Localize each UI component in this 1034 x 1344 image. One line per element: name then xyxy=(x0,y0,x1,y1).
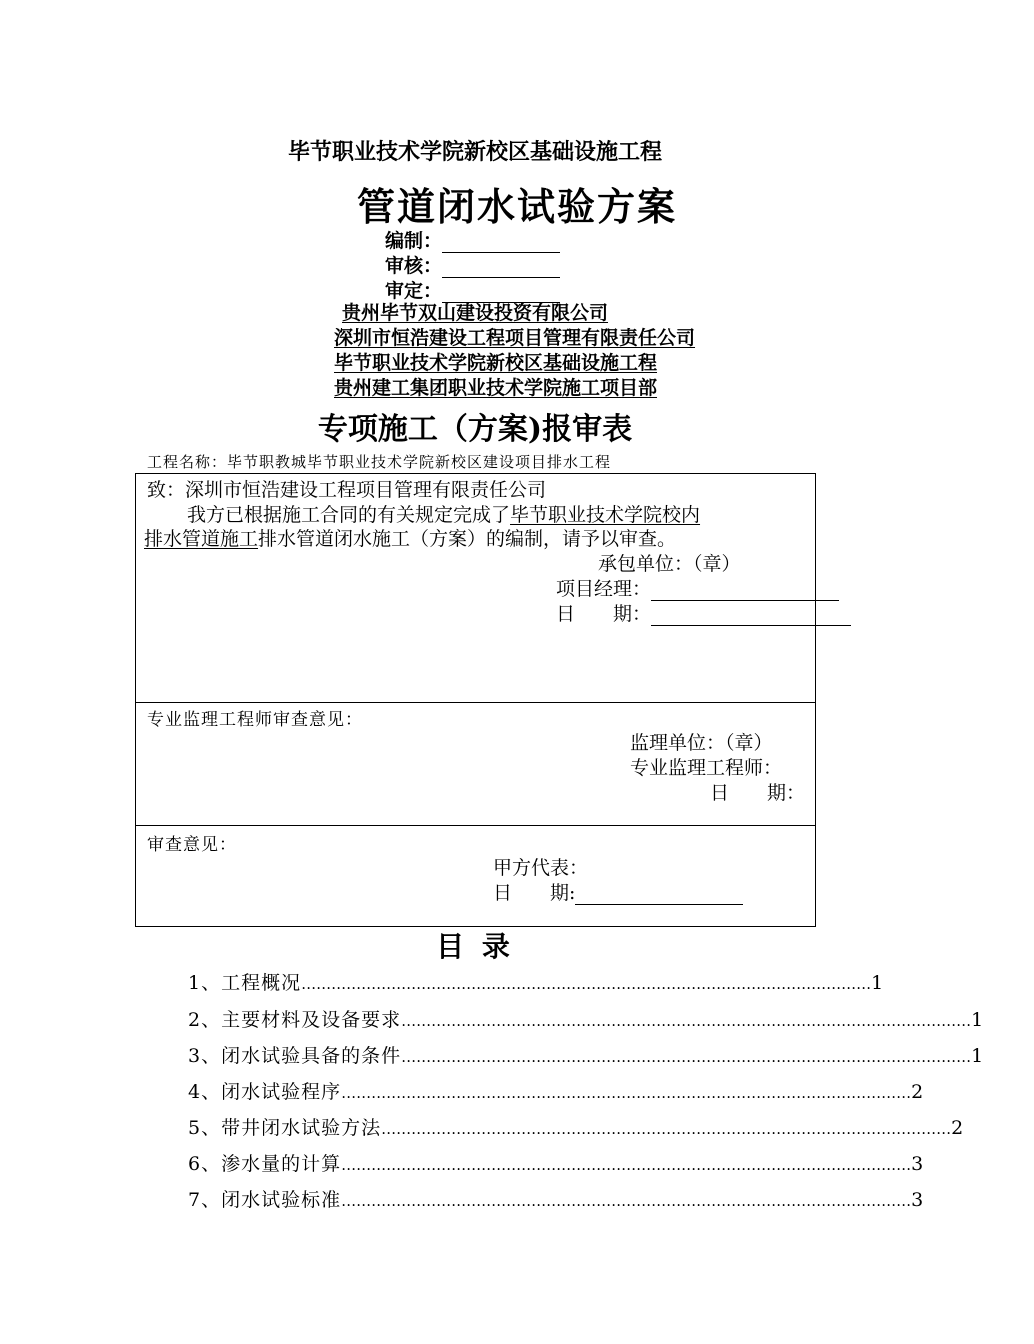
submission-body-line1: 我方已根据施工合同的有关规定完成了毕节职业技术学院校内 xyxy=(187,504,701,526)
supervisor-heading: 专业监理工程师审查意见： xyxy=(147,710,363,730)
main-title: 管道闭水试验方案 xyxy=(356,184,677,229)
form-title: 专项施工（方案)报审表 xyxy=(317,412,633,447)
project-line: 毕节职业技术学院新校区基础设施工程 xyxy=(287,139,662,165)
toc-item[interactable]: 4、 闭水试验程序 …………………………………………………………………………………………………… 2 xyxy=(188,1081,925,1103)
signoff-approved: 审定： xyxy=(385,276,560,303)
supervisor-date: 日 期： xyxy=(710,782,806,804)
signoff-compiled: 编制： xyxy=(385,226,560,253)
form-section-review xyxy=(135,825,816,927)
toc-item[interactable]: 5、 带井闭水试验方法 …………………………………………………………………………………………………… 2 xyxy=(188,1117,965,1139)
contractor-label: 承包单位：（章） xyxy=(598,553,741,575)
supervisor-unit: 监理单位：（章） xyxy=(630,732,773,754)
toc-item[interactable]: 3、 闭水试验具备的条件 …………………………………………………………………………………………………… 1 xyxy=(188,1045,985,1067)
signoff-reviewed: 审核： xyxy=(385,251,560,278)
review-heading: 审查意见： xyxy=(147,835,237,855)
manager-line xyxy=(651,580,839,601)
submission-body-line2: 排水管道施工排水管道闭水施工（方案）的编制，请予以审查。 xyxy=(144,528,677,550)
review-date-field: 日 期: xyxy=(493,878,743,905)
toc-title: 目 录 xyxy=(436,930,514,963)
org-3: 毕节职业技术学院新校区基础设施工程 xyxy=(334,352,658,374)
toc-item[interactable]: 2、 主要材料及设备要求 …………………………………………………………………………………………………… 1 xyxy=(188,1009,985,1031)
submission-date-field: 日 期： xyxy=(556,599,851,626)
toc-item[interactable]: 1、 工程概况 …………………………………………………………………………………………………… 1 xyxy=(188,972,885,994)
owner-rep: 甲方代表： xyxy=(493,857,589,879)
toc-item[interactable]: 6、 渗水量的计算 …………………………………………………………………………………………………… 3 xyxy=(188,1153,925,1175)
supervisor-engineer: 专业监理工程师： xyxy=(630,757,783,779)
submission-date-line xyxy=(651,605,851,626)
toc-item[interactable]: 7、 闭水试验标准 …………………………………………………………………………………………………… 3 xyxy=(188,1189,925,1211)
project-name: 工程名称：毕节职教城毕节职业技术学院新校区建设项目排水工程 xyxy=(147,453,612,471)
addressee: 致：深圳市恒浩建设工程项目管理有限责任公司 xyxy=(147,479,547,501)
org-1: 贵州毕节双山建设投资有限公司 xyxy=(342,302,609,324)
org-4: 贵州建工集团职业技术学院施工项目部 xyxy=(334,377,658,399)
manager-field: 项目经理： xyxy=(556,574,839,601)
org-2: 深圳市恒浩建设工程项目管理有限责任公司 xyxy=(334,327,696,349)
review-date-line xyxy=(575,884,743,905)
